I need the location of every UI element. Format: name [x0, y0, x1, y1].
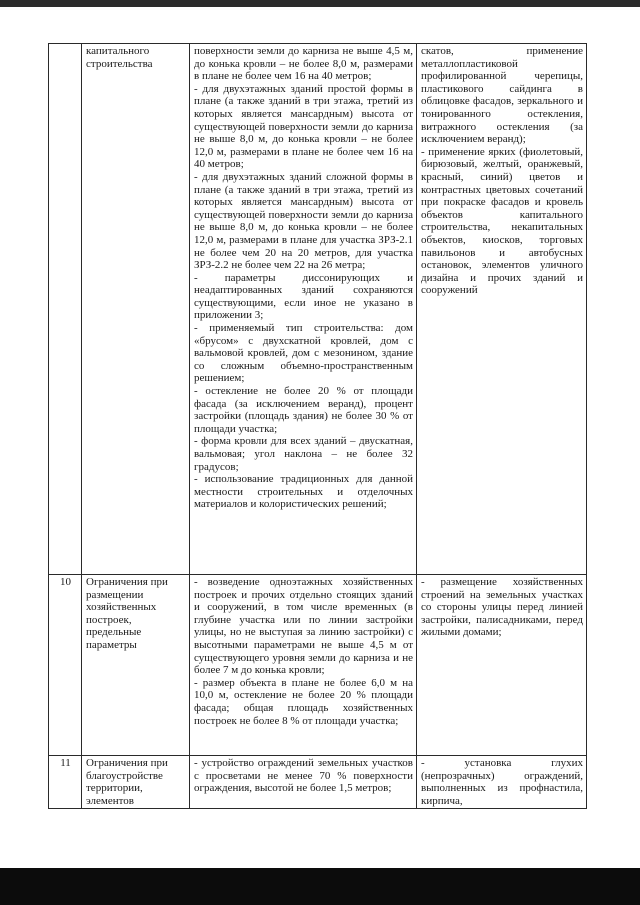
row-category: Ограничения при благоустройстве территории, элементов [82, 756, 190, 809]
table-row-11 [49, 756, 587, 809]
requirement-item: - размер объекта в плане не более 6,0 м на 10,0 м, остекление не более 20 % площади фасада; общая площадь хозяйственных построек не более 8 % от площади участка; [194, 676, 413, 727]
row-category: капитального строительства [82, 44, 190, 575]
scan-edge-bottom [0, 868, 640, 905]
requirements-cell [190, 44, 417, 575]
requirement-item: поверхности земли до карниза не выше 4,5 м, до конька кровли – не более 8,0 м, размерами в плане не более чем 16 на 40 метров; [194, 45, 413, 83]
prohibitions-cell [417, 575, 587, 756]
requirement-item: - возведение одноэтажных хозяйственных построек и прочих отдельно стоящих зданий и сооружений, в том числе временных (в глубине участка или по линии застройки улицы, но не выступая за линию застройки) с высотными параметрами не выше 4,5 м от существующего уровня земли до карниза и не более 7 м до конька кровли; [194, 576, 413, 677]
requirement-item: - устройство ограждений земельных участков с просветами не менее 70 % поверхности ограждения, высотой не более 1,5 метров; [194, 757, 413, 795]
requirement-item: - для двухэтажных зданий простой формы в плане (а также зданий в три этажа, третий из которых является мансардным) высота от существующей поверхности земли до карниза не выше 8,0 м, до конька кровли – не более 12,0 м, размерами в плане не более чем 16 на 40 метров; [194, 82, 413, 171]
scan-edge-top [0, 0, 640, 7]
row-number [49, 44, 82, 575]
prohibition-item: - размещение хозяйственных строений на земельных участках со стороны улицы перед линией застройки, палисадниками, перед жилыми домами; [421, 576, 583, 639]
requirement-item: - параметры диссонирующих и неадаптированных зданий сохраняются существующими, если иное не указано в приложении 3; [194, 271, 413, 322]
prohibitions-cell [417, 44, 587, 575]
prohibition-item: - применение ярких (фиолетовый, бирюзовый, желтый, оранжевый, красный, синий) цветов и контрастных цветовых сочетаний при покраске фасадов и кровель объектов капитального строительства, некапитальных объектов, киосков, торговых павильонов и автобусных остановок, элементов уличного дизайна и прочих зданий и сооружений [421, 145, 583, 297]
requirements-cell [190, 575, 417, 756]
prohibition-item: - установка глухих (непрозрачных) ограждений, выполненных из профнастила, кирпича, [421, 757, 583, 807]
requirement-item: - использование традиционных для данной местности строительных и отделочных материалов и колористических решений; [194, 473, 413, 511]
regulations-table [48, 43, 587, 809]
requirement-item: - для двухэтажных зданий сложной формы в плане (а также зданий в три этажа, третий из которых является мансардным) высота от существующей поверхности земли до карниза не выше 8,0 м, до конька кровли – не более 12,0 м, размерами в плане для участка ЗРЗ-2.1 не более чем 20 на 20 метров, для участка ЗРЗ-2.2 не более чем 22 на 26 метра; [194, 170, 413, 272]
row-category: Ограничения при размещении хозяйственных построек, предельные параметры [82, 575, 190, 756]
requirement-item: - остекление не более 20 % от площади фасада (за исключением веранд), процент застройки (площадь здания) не более 30 % от площади участка; [194, 385, 413, 435]
row-number: 10 [49, 575, 82, 756]
requirement-item: - применяемый тип строительства: дом «брусом» с двухскатной кровлей, дом с вальмовой кровлей, дом с мезонином, здание со сложным объемно-пространственным решением; [194, 322, 413, 385]
requirements-cell [190, 756, 417, 809]
prohibitions-cell [417, 756, 587, 809]
requirement-item: - форма кровли для всех зданий – двускатная, вальмовая; угол наклона – не более 32 градусов; [194, 435, 413, 473]
row-number: 11 [49, 756, 82, 809]
table-row-continued [49, 44, 587, 575]
prohibition-item: скатов, применение металлопластиковой профилированной черепицы, пластикового сайдинга в облицовке фасадов, зеркального и тонированного остекления, витражного остекления (за исключением веранд); [421, 45, 583, 146]
table-row-10 [49, 575, 587, 756]
